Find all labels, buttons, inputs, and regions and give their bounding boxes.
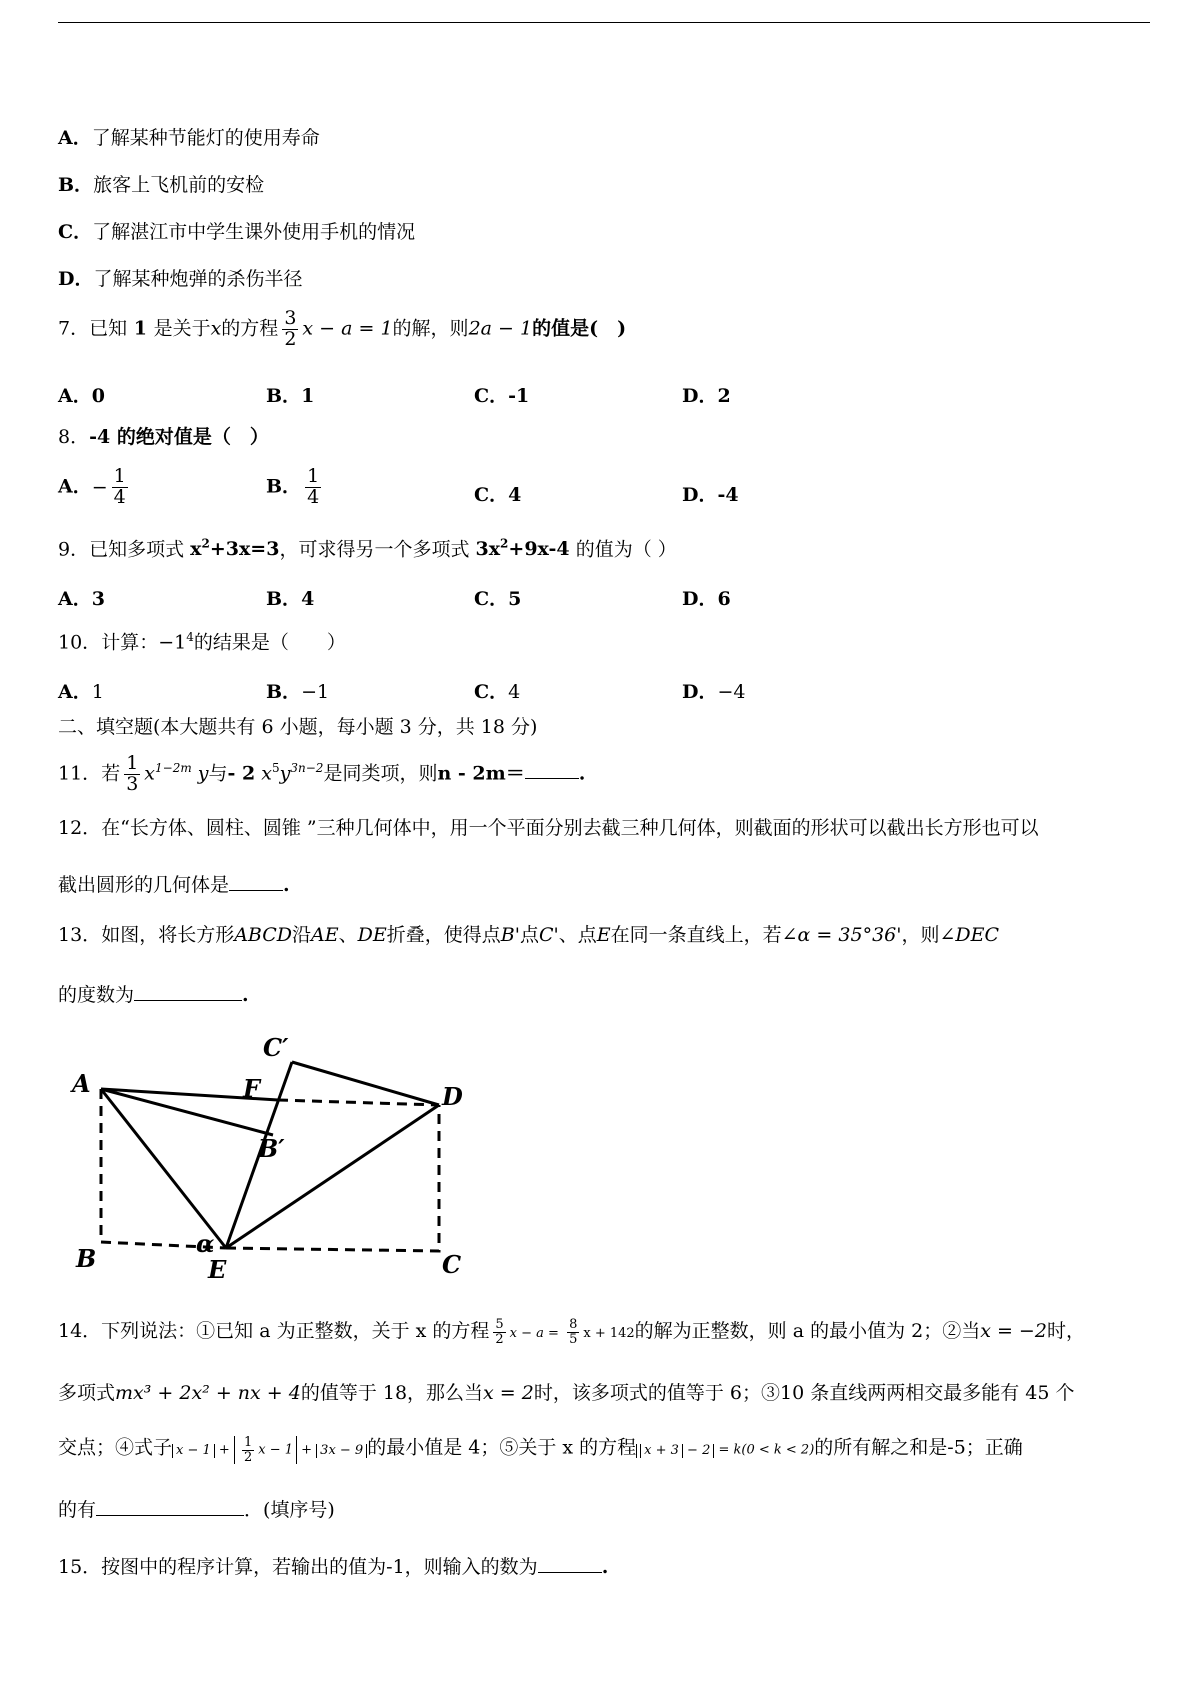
edge-ed xyxy=(226,1105,439,1248)
q11-exponent: 1−2m xyxy=(155,761,192,776)
q13-point: C' xyxy=(538,924,559,946)
q14-expression: x − a = xyxy=(509,1326,564,1342)
q14-operator: + xyxy=(297,1442,317,1458)
q10-option-a xyxy=(58,677,104,704)
q14-text: 的最小值是 4；⑤关于 x 的方程 xyxy=(367,1436,637,1459)
option-value: 6 xyxy=(717,588,731,610)
q11-number: 11． xyxy=(58,762,102,785)
option-value: −4 xyxy=(717,681,746,703)
option-letter: A． xyxy=(58,127,92,149)
q11-coefficient: - 2 xyxy=(227,762,256,785)
q13-text: 、点 xyxy=(558,924,597,946)
q13-text: 、 xyxy=(338,924,358,946)
q7-option-d xyxy=(682,381,731,408)
q14-text: 多项式 xyxy=(58,1382,116,1404)
option-letter: D． xyxy=(58,268,94,290)
q9-option-c xyxy=(474,584,521,611)
q9-text: 的值为（ ） xyxy=(569,538,677,561)
fraction-denominator: 3 xyxy=(126,772,139,795)
q11-expression: n - 2m＝ xyxy=(437,762,525,785)
q14-answer-blank[interactable] xyxy=(96,1496,244,1516)
q9-option-b xyxy=(266,584,314,611)
q14-expression: x + 142 xyxy=(583,1326,635,1342)
q7-text: 的方程 xyxy=(221,317,279,340)
option-fraction xyxy=(305,467,321,508)
q9-option-d xyxy=(682,584,731,611)
q7-fraction xyxy=(282,309,298,350)
fraction-denominator: 4 xyxy=(113,485,126,508)
q14-line-3 xyxy=(58,1436,1023,1464)
q11-stem xyxy=(58,754,585,795)
fraction-numerator: 3 xyxy=(284,307,297,329)
q11-variable: y xyxy=(197,762,209,785)
label-a: A xyxy=(72,1069,91,1098)
option-value: −1 xyxy=(301,681,330,703)
option-value: 1 xyxy=(91,681,104,703)
q9-option-a xyxy=(58,584,105,611)
q9-text: ，可求得另一个多项式 xyxy=(279,538,476,561)
q6-option-d xyxy=(58,268,303,291)
label-alpha: α xyxy=(196,1229,215,1258)
q14-line-1 xyxy=(58,1318,1085,1346)
option-sign: − xyxy=(91,476,108,499)
term: +3x=3 xyxy=(209,538,280,561)
q13-point: B' xyxy=(500,924,520,946)
q10-text: 的结果是（ ） xyxy=(193,631,346,654)
q14-text: 时，该多项式的值等于 6；③10 条直线两两相交最多能有 45 个 xyxy=(533,1382,1075,1404)
q14-text: 交点；④式子 xyxy=(58,1436,173,1459)
q13-text: 在同一条直线上，若 xyxy=(610,924,782,946)
q14-text: 的所有解之和是-5；正确 xyxy=(814,1436,1023,1459)
q11-text: . xyxy=(578,762,586,785)
fraction-numerator: 1 xyxy=(126,752,139,774)
q14-text: 的解为正整数，则 a 的最小值为 2；②当 xyxy=(634,1320,981,1343)
q14-equation xyxy=(636,1444,714,1458)
q7-stem xyxy=(58,309,626,350)
option-letter: C． xyxy=(474,588,509,610)
q11-variable: x xyxy=(261,762,273,785)
option-value: 4 xyxy=(301,588,315,610)
exponent: 2 xyxy=(201,537,210,551)
q9-stem xyxy=(58,537,677,561)
header-rule xyxy=(58,22,1150,23)
option-letter: C． xyxy=(474,484,509,506)
q13-shape-name: ABCD xyxy=(234,924,293,946)
q13-segment: DE xyxy=(357,924,387,946)
q15-answer-blank[interactable] xyxy=(538,1553,602,1573)
option-value: -4 xyxy=(717,484,739,506)
q10-number: 10． xyxy=(58,631,102,654)
q10-exponent: 4 xyxy=(186,630,194,644)
q11-fraction xyxy=(124,754,140,795)
q7-value: 1 xyxy=(127,317,154,340)
q8-text: -4 的绝对值是（ ） xyxy=(89,426,269,448)
q14-absolute-value: x − 1 xyxy=(172,1444,215,1458)
option-value: -1 xyxy=(508,385,530,407)
q13-point: E xyxy=(596,924,611,946)
q12-answer-blank[interactable] xyxy=(229,871,283,891)
q8-option-c xyxy=(474,480,521,507)
q11-text: 若 xyxy=(101,762,121,785)
q14-condition: x = 2 xyxy=(483,1382,534,1404)
q11-text: 是同类项，则 xyxy=(323,762,438,785)
edge-c-prime-d xyxy=(292,1062,439,1105)
q7-text: 已知 xyxy=(89,317,128,340)
exponent: 2 xyxy=(500,537,509,551)
dashed-edge-fd xyxy=(278,1100,439,1105)
q14-expression: = k xyxy=(714,1442,742,1458)
q7-variable: x xyxy=(210,317,222,340)
option-letter: A． xyxy=(58,385,92,407)
fraction-denominator: 5 xyxy=(569,1331,578,1347)
q7-option-a xyxy=(58,381,105,408)
label-e: E xyxy=(208,1255,227,1280)
q7-option-c xyxy=(474,381,529,408)
q8-stem xyxy=(58,426,269,449)
q10-option-d xyxy=(682,677,746,704)
q7-expression: 2a − 1 xyxy=(468,317,533,340)
label-d: D xyxy=(442,1082,463,1111)
q7-text: 的解，则 xyxy=(392,317,469,340)
q11-exponent: 3n−2 xyxy=(290,761,324,776)
fraction-numerator: 5 xyxy=(495,1317,504,1332)
edge-ae xyxy=(101,1089,226,1248)
q13-geometry-figure xyxy=(58,1030,478,1280)
fraction-denominator: 2 xyxy=(284,327,297,350)
option-fraction xyxy=(112,467,128,508)
option-value: 1 xyxy=(301,385,315,407)
q13-text: 点 xyxy=(519,924,539,946)
option-text: 了解某种炮弹的杀伤半径 xyxy=(93,268,303,290)
q11-exponent: 5 xyxy=(272,761,280,776)
option-letter: B． xyxy=(266,475,302,498)
q14-text: ．(填序号) xyxy=(244,1499,335,1521)
q14-condition: x = −2 xyxy=(980,1320,1047,1343)
q14-expression: − 2 xyxy=(682,1442,711,1458)
q15-stem xyxy=(58,1553,608,1579)
option-text: 了解湛江市中学生课外使用手机的情况 xyxy=(92,221,416,243)
option-value: 0 xyxy=(91,385,105,407)
q12-line-2 xyxy=(58,871,290,897)
option-letter: D． xyxy=(682,588,718,610)
label-b: B xyxy=(76,1244,97,1273)
q14-line-4 xyxy=(58,1496,335,1522)
q12-line-1: 12．在“长方体、圆柱、圆锥 ”三种几何体中，用一个平面分别去截三种几何体，则截面的形状可以截出长方形也可以 xyxy=(58,817,1039,839)
q12-text: . xyxy=(283,874,290,896)
fraction-denominator: 2 xyxy=(495,1331,504,1347)
fraction-denominator: 2 xyxy=(243,1449,253,1465)
q14-expression: x − 1 xyxy=(258,1442,293,1458)
q7-text: 的值是( ) xyxy=(532,317,627,340)
q10-base: −1 xyxy=(158,631,187,654)
label-c: C xyxy=(442,1250,462,1279)
q13-text: ，则 xyxy=(901,924,940,946)
q11-variable: y xyxy=(279,762,291,785)
option-text: 了解某种节能灯的使用寿命 xyxy=(91,127,320,149)
q13-line-1 xyxy=(58,924,999,947)
q8-number: 8． xyxy=(58,426,90,448)
option-letter: A． xyxy=(58,475,92,498)
q13-angle: ∠DEC xyxy=(939,924,1000,946)
option-letter: B． xyxy=(58,174,94,196)
q15-text: . xyxy=(601,1556,609,1578)
q7-number: 7． xyxy=(58,317,90,340)
term: 3x xyxy=(475,538,501,561)
q14-fraction xyxy=(242,1436,254,1464)
option-letter: B． xyxy=(266,385,302,407)
q15-text: 15．按图中的程序计算，若输出的值为-1，则输入的数为 xyxy=(58,1556,538,1578)
q9-polynomial-1 xyxy=(190,538,279,560)
q10-stem xyxy=(58,630,346,654)
section-2-heading: 二、填空题(本大题共有 6 小题，每小题 3 分，共 18 分) xyxy=(58,716,538,738)
fraction-numerator: 1 xyxy=(307,465,320,487)
option-letter: D． xyxy=(682,385,718,407)
q13-text: 如图，将长方形 xyxy=(101,924,235,946)
option-letter: B． xyxy=(266,681,302,703)
q10-text: 计算： xyxy=(101,631,159,654)
option-value: 4 xyxy=(508,484,522,506)
q14-fraction xyxy=(567,1318,579,1346)
option-letter: C． xyxy=(474,681,509,703)
q6-option-b xyxy=(58,174,264,197)
option-value: 5 xyxy=(508,588,522,610)
q14-text: 14．下列说法：①已知 a 为正整数，关于 x 的方程 xyxy=(58,1320,490,1343)
q14-absolute-value xyxy=(234,1436,297,1464)
fraction-numerator: 1 xyxy=(243,1435,253,1450)
q7-equation: x − a = 1 xyxy=(302,317,393,340)
q11-variable: x xyxy=(144,762,156,785)
term: +9x-4 xyxy=(508,538,570,561)
q13-text: 沿 xyxy=(292,924,312,946)
option-letter: D． xyxy=(682,484,718,506)
q13-text: . xyxy=(242,984,249,1006)
label-f: F xyxy=(243,1074,261,1103)
q7-text: 是关于 xyxy=(153,317,211,340)
option-value: 4 xyxy=(508,681,521,703)
option-value: 2 xyxy=(717,385,731,407)
q12-text: 截出圆形的几何体是 xyxy=(58,874,230,896)
q8-option-b xyxy=(266,467,325,508)
option-letter: C． xyxy=(474,385,509,407)
option-letter: A． xyxy=(58,681,92,703)
option-value: 3 xyxy=(91,588,105,610)
q14-absolute-value: 3x − 9 xyxy=(316,1444,367,1458)
q7-option-b xyxy=(266,381,314,408)
option-letter: D． xyxy=(682,681,718,703)
q13-text: 折叠，使得点 xyxy=(386,924,501,946)
fraction-numerator: 8 xyxy=(569,1317,578,1332)
q13-number: 13． xyxy=(58,924,102,946)
q14-text: 的值等于 18，那么当 xyxy=(300,1382,484,1404)
q14-range: (0 < k < 2) xyxy=(741,1442,815,1458)
q14-text: 时， xyxy=(1046,1320,1085,1343)
q9-text: 已知多项式 xyxy=(89,538,191,561)
q13-line-2 xyxy=(58,981,249,1007)
q14-operator: + xyxy=(214,1442,234,1458)
q14-absolute-value: x + 3 xyxy=(640,1444,683,1458)
fraction-numerator: 1 xyxy=(113,465,126,487)
option-text: 旅客上飞机前的安检 xyxy=(93,174,265,196)
q14-polynomial: mx³ + 2x² + nx + 4 xyxy=(115,1382,301,1404)
q10-option-b xyxy=(266,677,329,704)
option-letter: C． xyxy=(58,221,93,243)
term: x xyxy=(190,538,202,561)
q9-number: 9． xyxy=(58,538,90,561)
q13-segment: AE xyxy=(311,924,339,946)
q9-polynomial-2 xyxy=(475,538,569,560)
q13-angle: ∠α = 35°36' xyxy=(781,924,902,946)
option-letter: B． xyxy=(266,588,302,610)
q8-option-d xyxy=(682,480,739,507)
q8-option-a xyxy=(58,467,132,508)
q14-fraction xyxy=(493,1318,505,1346)
q6-option-a xyxy=(58,127,320,150)
q14-text: 的有 xyxy=(58,1499,97,1521)
q11-answer-blank[interactable] xyxy=(525,759,579,779)
option-letter: A． xyxy=(58,588,92,610)
q13-answer-blank[interactable] xyxy=(134,981,242,1001)
q6-option-c xyxy=(58,221,415,244)
q11-text: 与 xyxy=(208,762,228,785)
q10-option-c xyxy=(474,677,520,704)
q13-text: 的度数为 xyxy=(58,984,135,1006)
fraction-denominator: 4 xyxy=(307,485,320,508)
label-b-prime: B′ xyxy=(258,1134,285,1163)
label-c-prime: C′ xyxy=(263,1033,289,1062)
q14-line-2 xyxy=(58,1382,1074,1405)
